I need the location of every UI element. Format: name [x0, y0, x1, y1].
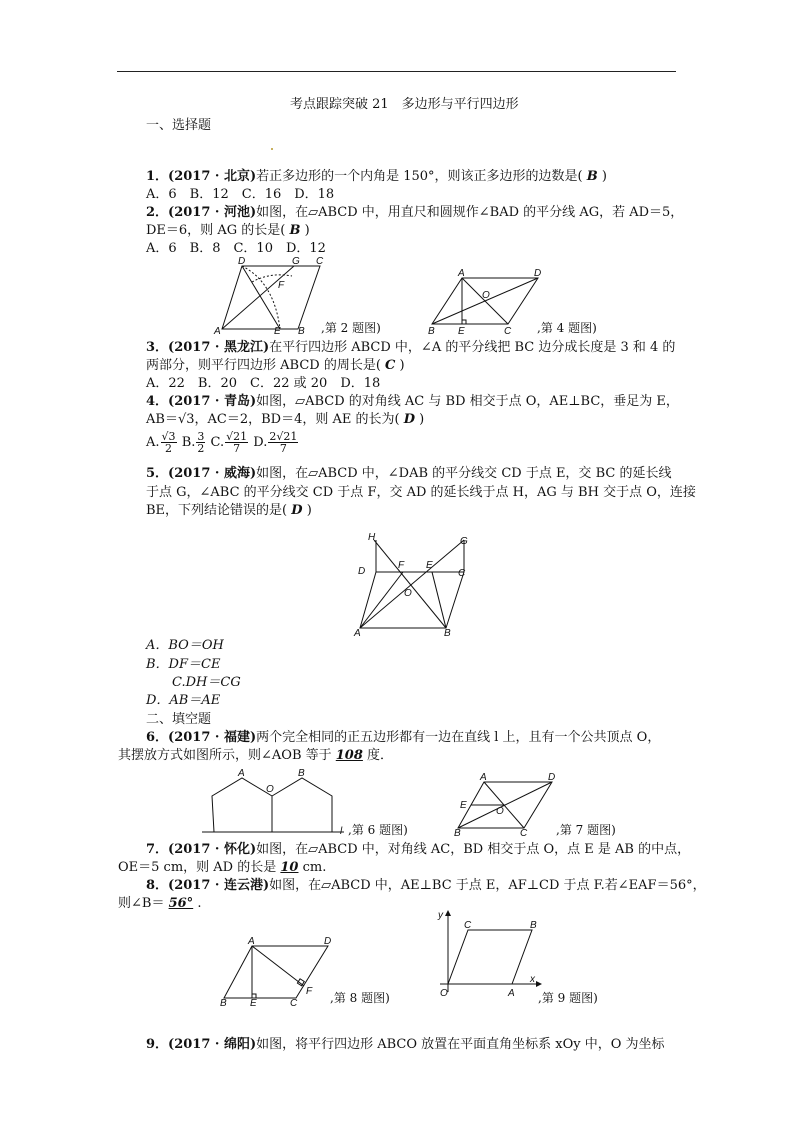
figure-9	[434, 908, 544, 1000]
q4: 4．(2017 · 青岛)如图，▱ABCD 的对角线 AC 与 BD 相交于点 O，AE⊥BC，垂足为 E，	[146, 394, 679, 409]
figure-4	[424, 268, 542, 336]
q1: 1．(2017 · 北京)若正多边形的一个内角是 150°，则该正多边形的边数是( B )	[146, 169, 607, 184]
q6: 6．(2017 · 福建)两个完全相同的正五边形都有一边在直线 l 上，且有一个公共顶点 O，	[146, 730, 661, 745]
q4-options: A. $\frac{√3}{2}$ B. $\frac{3}{2}$ C. $\frac{√21}{7}$ D. $\frac{2√21}{7}$	[146, 430, 298, 455]
fig5-H: H	[368, 532, 376, 543]
q3-line2: 两部分，则平行四边形 ABCD 的周长是( C )	[146, 358, 405, 373]
q9: 9．(2017 · 绵阳)如图，将平行四边形 ABCO 放置在平面直角坐标系 xOy 中，O 为坐标	[146, 1037, 665, 1052]
fig4-A: A	[458, 268, 465, 279]
caption-fig9: ,第 9 题图)	[538, 991, 598, 1005]
q2-line2: DE＝6，则 AG 的长是( B )	[146, 223, 310, 238]
caption-fig8: ,第 8 题图)	[330, 991, 390, 1005]
q5: 5．(2017 · 威海)如图，在▱ABCD 中，∠DAB 的平分线交 CD 于点 E，交 BC 的延长线	[146, 466, 672, 481]
q5-option-c: C.DH＝CG	[172, 675, 241, 690]
q3-answer: C	[385, 358, 396, 373]
caption-fig4: ,第 4 题图)	[537, 321, 597, 335]
fig8-B: B	[220, 998, 227, 1008]
q5-option-d: D．AB＝AE	[146, 693, 221, 708]
fig7-A: A	[480, 772, 487, 783]
q4-line2: AB＝√3，AC＝2，BD＝4，则 AE 的长为( D )	[146, 412, 425, 427]
fig8-D: D	[324, 936, 332, 947]
section-fill: 二、填空题	[146, 712, 212, 727]
fig4-D: D	[534, 268, 542, 279]
caption-fig2: ,第 2 题图)	[321, 321, 381, 335]
fig5-F: F	[398, 560, 405, 571]
fig2-C: C	[316, 256, 324, 267]
q3: 3．(2017 · 黑龙江)在平行四边形 ABCD 中，∠A 的平分线把 BC 边分成长度是 3 和 4 的	[146, 340, 676, 355]
fig7-C: C	[520, 828, 528, 838]
q6-answer: 108	[335, 748, 363, 763]
fig6-l: l	[340, 826, 343, 836]
q8: 8．(2017 · 连云港)如图，在▱ABCD 中，AE⊥BC 于点 E，AF⊥CD 于点 F.若∠EAF＝56°，	[146, 878, 706, 893]
fig8-E: E	[250, 998, 257, 1008]
q4-answer: D	[403, 412, 415, 427]
fig7-O: O	[496, 806, 504, 817]
header-rule	[117, 71, 676, 72]
q7-answer: 10	[280, 860, 299, 875]
fig2-E: E	[274, 326, 281, 336]
fig4-O: O	[482, 290, 490, 301]
q1-options: A．6 B．12 C．16 D．18	[146, 187, 335, 202]
fig5-C: C	[458, 568, 466, 579]
figure-2	[212, 254, 328, 336]
stray-dot	[271, 148, 273, 150]
fig5-D: D	[358, 566, 366, 577]
fig5-E: E	[426, 560, 433, 571]
fig9-B: B	[530, 920, 537, 931]
q2-answer: B	[289, 223, 301, 238]
q2: 2．(2017 · 河池)如图，在▱ABCD 中，用直尺和圆规作∠BAD 的平分线 AG，若 AD＝5，	[146, 205, 684, 220]
q1-answer: B	[586, 169, 598, 184]
q7-line2: OE＝5 cm，则 AD 的长是 10 cm.	[118, 860, 327, 875]
fig8-C: C	[290, 998, 298, 1008]
q5-answer: D	[291, 503, 303, 518]
caption-fig7: ,第 7 题图)	[556, 823, 616, 837]
q3-options: A．22 B．20 C．22 或 20 D．18	[146, 376, 381, 391]
fig5-A: A	[354, 628, 361, 639]
fig2-F: F	[278, 280, 285, 291]
q6-line2: 其摆放方式如图所示，则∠AOB 等于 108 度．	[118, 748, 394, 763]
fig7-D: D	[548, 772, 556, 783]
fig4-C: C	[504, 326, 512, 336]
fig2-G: G	[292, 256, 300, 267]
fig5-G: G	[460, 536, 468, 547]
q8-answer: 56°	[168, 896, 194, 911]
figure-7	[452, 772, 560, 838]
q8-line2: 则∠B＝ 56° .	[118, 896, 202, 911]
q2-options: A．6 B．8 C．10 D．12	[146, 241, 326, 256]
fig5-O: O	[404, 588, 412, 599]
figure-8	[216, 936, 336, 1008]
fig9-C: C	[464, 920, 472, 931]
fig6-A: A	[238, 768, 245, 779]
figure-6	[200, 768, 348, 836]
figure-5	[348, 530, 478, 642]
q5-line3: BE，下列结论错误的是( D )	[146, 503, 312, 518]
fig7-E: E	[460, 800, 467, 811]
fig4-E: E	[458, 326, 465, 336]
fig9-y: y	[438, 910, 443, 921]
fig9-x: x	[530, 974, 535, 985]
fig2-D: D	[238, 256, 246, 267]
fig6-O: O	[266, 784, 274, 795]
fig4-B: B	[428, 326, 435, 336]
caption-fig6: ,第 6 题图)	[348, 823, 408, 837]
fig8-A: A	[248, 936, 255, 947]
q7: 7．(2017 · 怀化)如图，在▱ABCD 中，对角线 AC，BD 相交于点 O，点 E 是 AB 的中点，	[146, 842, 691, 857]
page-title: 考点跟踪突破 21 多边形与平行四边形	[290, 97, 519, 112]
q5-line2: 于点 G，∠ABC 的平分线交 CD 于点 F，交 AD 的延长线于点 H，AG 与 BH 交于点 O，连接	[146, 485, 696, 500]
fig2-B: B	[298, 326, 305, 336]
fig9-O: O	[440, 988, 448, 999]
q5-option-b: B．DF＝CE	[146, 657, 221, 672]
section-choice: 一、选择题	[146, 118, 212, 133]
fig8-F: F	[306, 986, 313, 997]
fig7-B: B	[454, 828, 461, 838]
fig5-B: B	[444, 628, 451, 639]
fig9-A: A	[508, 988, 515, 999]
q5-option-a: A．BO＝OH	[146, 638, 224, 653]
fig2-A: A	[214, 326, 221, 336]
fig6-B: B	[298, 768, 305, 779]
